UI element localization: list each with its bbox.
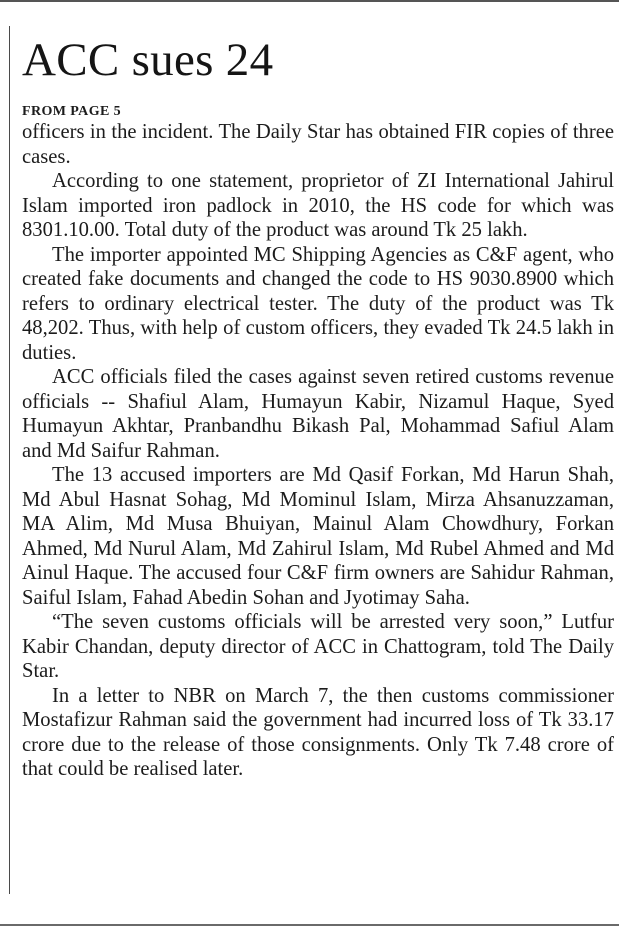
article-paragraph: The 13 accused importers are Md Qasif Forkan, Md Harun Shah, Md Abul Hasnat Sohag, Md Mominul Islam, Mirza Ahsanuzzaman, MA Alim, Md Musa Bhuiyan, Mainul Alam Chowdhury, Forkan Ahmed, Md Nurul Alam, Md Zahirul Islam, Md Rubel Ahmed and Md Ainul Haque. The accused four C&F firm owners are Sahidur Rahman, Saiful Islam, Fahad Abedin Sohan and Jyotimay Saha. [22,464,614,609]
article-paragraph: According to one statement, proprietor of ZI International Jahirul Islam imported iron padlock in 2010, the HS code for which was 8301.10.00. Total duty of the product was around Tk 25 lakh. [22,170,614,241]
article-paragraph: officers in the incident. The Daily Star has obtained FIR copies of three cases. [22,121,614,168]
column-rule [9,26,10,894]
headline: ACC sues 24 [22,34,274,86]
news-article [22,30,614,782]
top-rule [0,0,619,2]
article-paragraph: ACC officials filed the cases against seven retired customs revenue officials -- Shafiul Alam, Humayun Kabir, Nizamul Haque, Syed Humayun Akhtar, Pranbandhu Bikash Pal, Mohammad Safiul Alam and Md Saifur Rahman. [22,366,614,462]
bottom-rule [0,924,619,926]
article-paragraph: In a letter to NBR on March 7, the then customs commissioner Mostafizur Rahman said the government had incurred loss of Tk 33.17 crore due to the release of those consignments. Only Tk 7.48 crore of that could be realised later. [22,684,614,780]
jump-label: FROM PAGE 5 [22,104,122,119]
article-paragraph: The importer appointed MC Shipping Agencies as C&F agent, who created fake documents and changed the code to HS 9030.8900 which refers to ordinary electrical tester. The duty of the product was Tk 48,202. Thus, with help of custom officers, they evaded Tk 24.5 lakh in duties. [22,243,614,364]
article-paragraph: “The seven customs officials will be arrested very soon,” Lutfur Kabir Chandan, deputy director of ACC in Chattogram, told The Daily Star. [22,611,614,682]
